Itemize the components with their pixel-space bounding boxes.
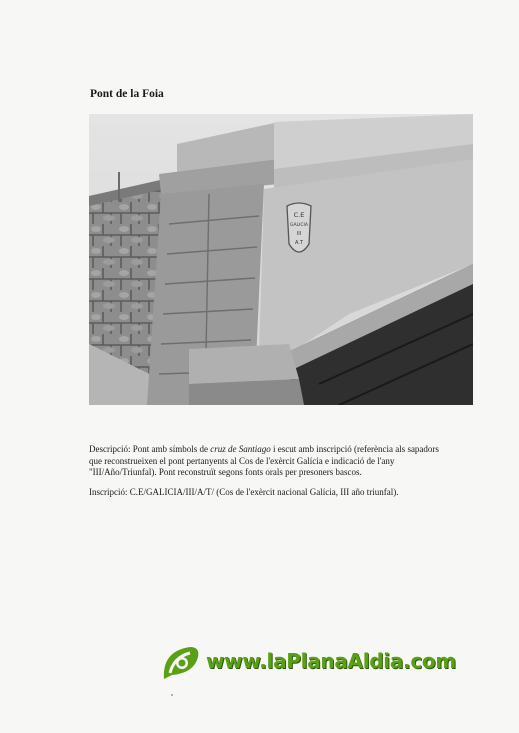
page-speck: [171, 694, 173, 696]
watermark-logo[interactable]: [160, 643, 456, 683]
inscription-paragraph: Inscripció: C.E/GALICIA/III/A/T/ (Cos de l'exèrcit nacional Galícia, III año triunfal).: [89, 486, 399, 497]
shield-line-3: III: [296, 231, 302, 237]
watermark-text: www.laPlanaAldia.com: [206, 649, 456, 673]
page-title: Pont de la Foia: [90, 88, 164, 100]
description-text-after: i escut amb inscripció (referència als sapadors que reconstrueixen el pont pertanyents al Cos de l'exèrcit Galícia e indicació de l'any "III/Año/Triunfal). Pont reconstruït segons fonts orals per presoners bascos.: [89, 444, 439, 477]
description-text-before: Pont amb símbols de: [130, 444, 211, 454]
description-label: Descripció:: [89, 444, 131, 454]
bridge-photo: [89, 114, 473, 405]
description-paragraph: [89, 444, 449, 479]
description-italic: cruz de Santiago: [210, 444, 271, 454]
description-block: [89, 444, 449, 506]
leaf-logo-icon: [160, 643, 202, 683]
bridge-photo-image: [89, 114, 473, 405]
shield-line-4: A.T: [295, 240, 303, 246]
shield-line-2: GALICIA: [290, 223, 308, 228]
shield-line-1: C.E: [293, 211, 305, 219]
